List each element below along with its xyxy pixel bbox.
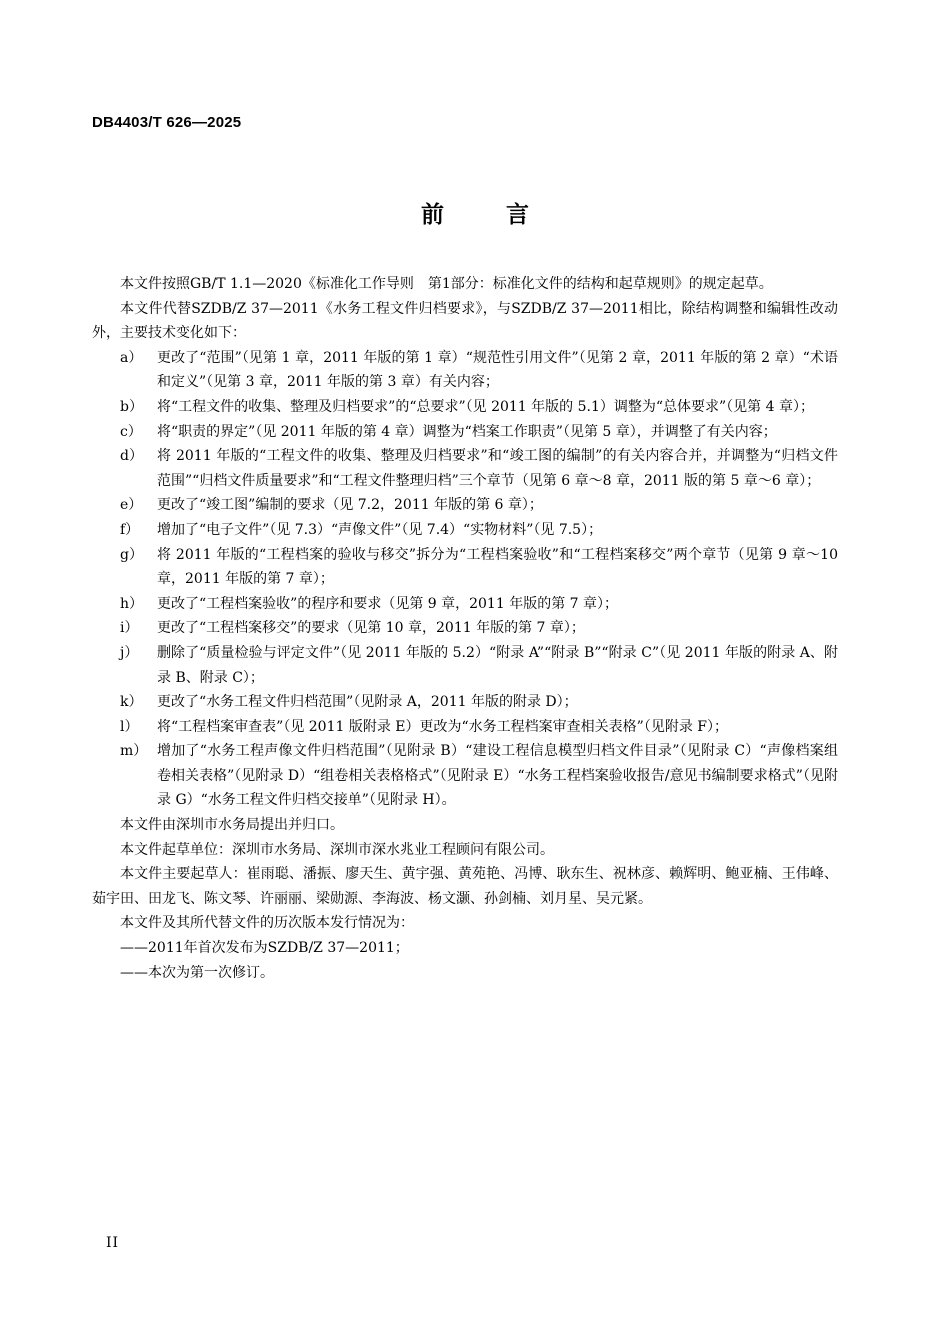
history-item-2: ——本次为第一次修订。 [120,964,274,981]
change-label: g） [120,546,143,563]
change-text: 将“职责的界定”（见 2011 年版的第 4 章）调整为“档案工作职责”（见第 5 章），并调整了有关内容； [157,423,777,440]
change-item-g [92,543,838,592]
change-label: h） [120,595,144,612]
change-label: c） [120,423,142,440]
change-label: m） [120,743,148,760]
change-text: 增加了“水务工程声像文件归档范围”（见附录 B）“建设工程信息模型归档文件目录”（见附录 C）“声像档案组卷相关表格”（见附录 D）“组卷相关表格格式”（见附录 E）“水务工程档案验收报告/意见书编制要求格式”（见附录 G）“水务工程文件归档交接单”（见附录 H）。 [157,743,838,809]
change-label: l） [120,718,139,735]
change-text: 更改了“范围”（见第 1 章，2011 年版的第 1 章）“规范性引用文件”（见第 2 章，2011 年版的第 2 章）“术语和定义”（见第 3 章，2011 年版的第 3 章）有关内容； [157,349,838,391]
change-text: 将“工程档案审查表”（见 2011 版附录 E）更改为“水务工程档案审查相关表格”（见附录 F）； [157,718,728,735]
change-label: j） [120,644,139,661]
change-item-d [92,444,838,493]
drafting-units-paragraph: 本文件起草单位：深圳市水务局、深圳市深水兆业工程顾问有限公司。 [120,841,554,858]
change-item-l [92,715,838,740]
title-char-2: 言 [506,202,529,228]
history-item-1: ——2011年首次发布为SZDB/Z 37—2011； [120,940,409,957]
change-item-b [92,395,838,420]
change-label: d） [120,448,143,465]
change-text: 将“工程文件的收集、整理及归档要求”的“总要求”（见 2011 年版的 5.1）调整为“总体要求”（见第 4 章）； [157,398,814,415]
change-label: f） [120,521,140,538]
change-item-e [92,493,838,518]
change-text: 更改了“水务工程文件归档范围”（见附录 A，2011 年版的附录 D）； [157,694,578,711]
change-text: 更改了“工程档案移交”的要求（见第 10 章，2011 年版的第 7 章）； [157,620,585,637]
intro-paragraph-1: 本文件按照GB/T 1.1—2020《标准化工作导则 第1部分：标准化文件的结构和起草规则》的规定起草。 [120,276,773,292]
history-intro-paragraph: 本文件及其所代替文件的历次版本发行情况为： [120,915,414,932]
change-label: k） [120,694,143,711]
page-number: II [106,1235,120,1251]
change-item-c [92,420,838,445]
change-text: 增加了“电子文件”（见 7.3）“声像文件”（见 7.4）“实物材料”（见 7.5）； [157,521,603,538]
change-item-h [92,592,838,617]
change-label: e） [120,497,143,514]
change-item-i [92,616,838,641]
document-body [92,272,838,985]
proposer-paragraph: 本文件由深圳市水务局提出并归口。 [120,817,344,834]
change-item-j [92,641,838,690]
drafters-paragraph: 本文件主要起草人：崔雨聪、潘振、廖天生、黄宇强、黄苑艳、冯博、耿东生、祝林彦、赖辉明、鲍亚楠、王伟峰、茹宇田、田龙飞、陈文琴、许丽丽、梁勋源、李海波、杨文灏、孙剑楠、刘月星、吴元紧。 [92,866,838,907]
change-text: 更改了“竣工图”编制的要求（见 7.2，2011 年版的第 6 章）； [157,497,543,514]
change-label: i） [120,620,139,637]
change-item-a [92,346,838,395]
change-item-m [92,739,838,813]
change-item-k [92,690,838,715]
change-text: 将 2011 年版的“工程档案的验收与移交”拆分为“工程档案验收”和“工程档案移交”两个章节（见第 9 章～10 章，2011 年版的第 7 章）； [157,546,838,588]
page-title [0,196,950,229]
change-text: 更改了“工程档案验收”的程序和要求（见第 9 章，2011 年版的第 7 章）； [157,595,619,612]
document-code: DB4403/T 626—2025 [92,114,242,131]
change-label: b） [120,398,143,415]
intro-paragraph-2: 本文件代替SZDB/Z 37—2011《水务工程文件归档要求》，与SZDB/Z 37—2011相比，除结构调整和编辑性改动外，主要技术变化如下： [92,300,838,342]
change-label: a） [120,349,143,366]
change-text: 删除了“质量检验与评定文件”（见 2011 年版的 5.2）“附录 A”“附录 B”“附录 C”（见 2011 年版的附录 A、附录 B、附录 C）； [157,644,838,686]
change-text: 将 2011 年版的“工程文件的收集、整理及归档要求”和“竣工图的编制”的有关内容合并，并调整为“归档文件范围”“归档文件质量要求”和“工程文件整理归档”三个章节（见第 6 章～8 章，2011 版的第 5 章～6 章）； [157,448,838,489]
title-char-1: 前 [421,202,444,228]
change-item-f [92,518,838,543]
